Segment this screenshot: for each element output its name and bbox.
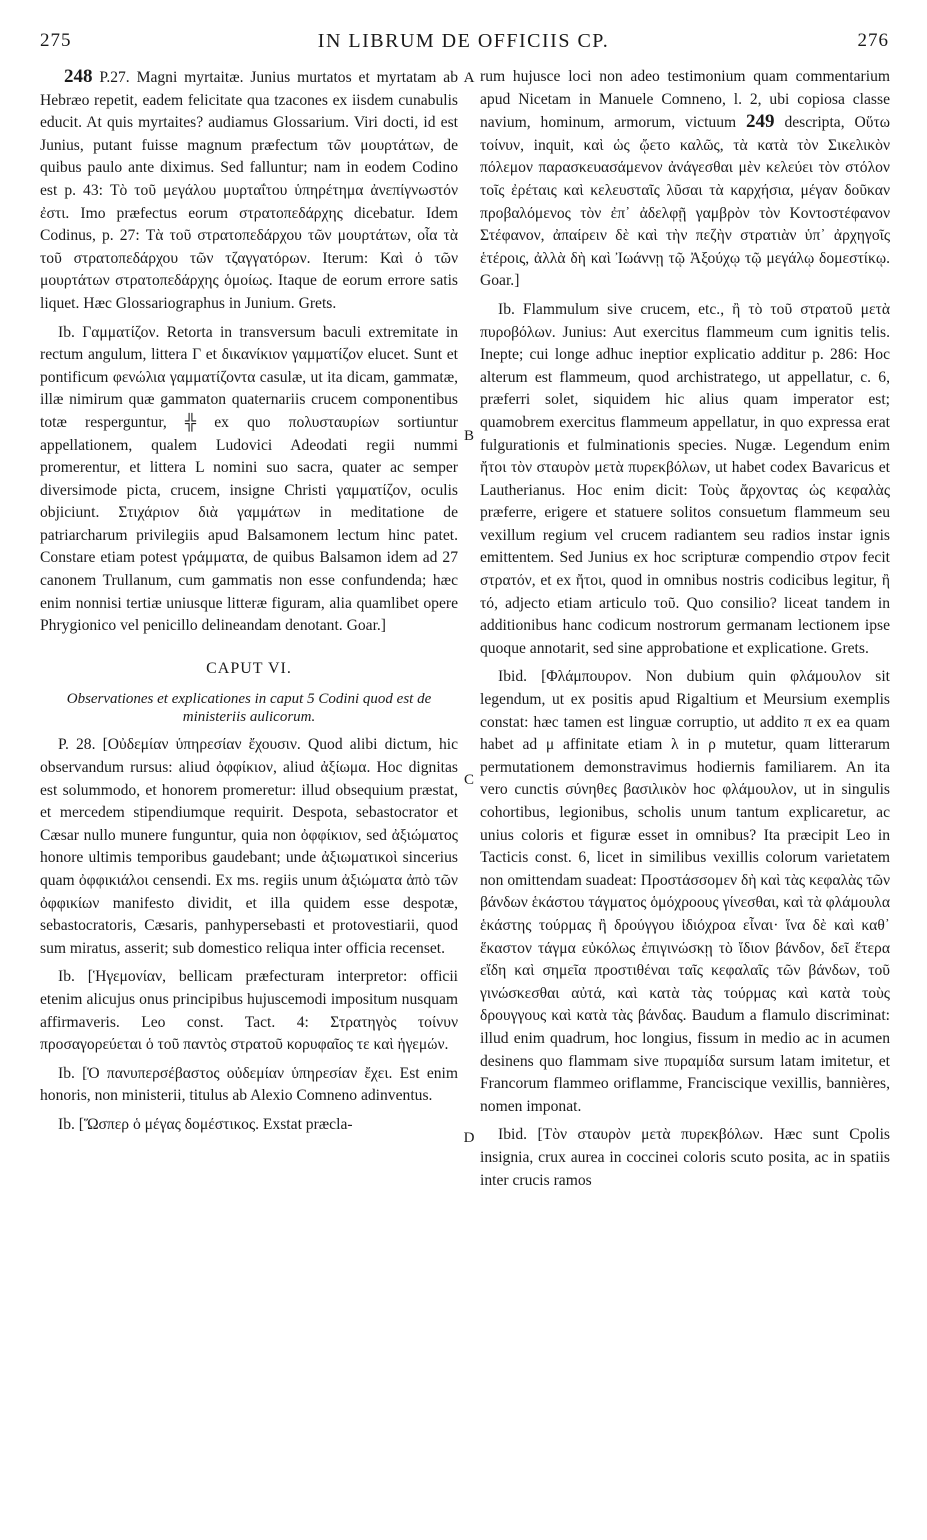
chapter-title: CAPUT VI. <box>206 659 292 677</box>
page-number-right: 276 <box>857 30 889 51</box>
running-title: IN LIBRUM DE OFFICIIS CP. <box>317 30 610 52</box>
paragraph: P. 28. [Οὐδεμίαν ὑπηρεσίαν ἔχουσιν. Quod alibi dictum, hic observandum rursus: aliud ὀφφίκιον, aliud ἀξίωμα. Hoc dignitas est solummodo, et honorem promeretur: illud obsequium præstat, et mercedem stipendiumque requirit. Despota, sebastocrator et Cæsar nullo munere funguntur, quia non ὀφφίκιον, sed ἀξιώματος honore ultimis temporibus gaudebant; unde ἀξιωματικοὶ sincerius quam ὀφφικιάλοι censendi. Ex ms. regiis unum ἀξιώματα ἀπὸ τῶν ὀφφικίων manifesto dividit, et illa quidem esse despotæ, sebastocratoris, Cæsaris, panhypersebasti et protovestiarii, quod sum miratus, asserit; sub domestico reliqua inter officia recenset. <box>40 736 458 957</box>
paragraph: Ib. Flammulum sive crucem, etc., ἢ τὸ τοῦ στρατοῦ μετὰ πυροβόλων. Junius: Aut exercitus flammeum cum ignitis telis. Inepte; cui longe adhuc ineptior explicatio additur p. 286: Hoc alterum est flammeum, quod archistratego, ut appellatur, c. 6, præferri solet, siquidem hic alius quam imperator est; quamobrem exercitus flammeum appellatur, in quo expressa erat fulgurationis et fulminationis species. Nugæ. Legendum enim ἤτοι τὸν σταυρὸν μετὰ πυρεκβόλων, ut habet codex Bavaricus et Lautherianus. Hoc enim dicit: Τοὺς ἄρχοντας ὡς κεφαλὰς præferre, erigere et statuere solitos consuetum flammeum seu vexillum regium vel crucem radiantem seu radios instar ignis emittentem. Sed Junius ex hoc scripturæ compendio στρον fecit στρατόν, et ex ἤτοι, quod in omnibus nostris codicibus legitur, ἢ τό, adjecto etiam articulo τοῦ. Quo consilio? liceat tandem in additionibus hanc codicum nostrorum germanam lectionem ipse quoque annotarit, sed sine approbatione et explicatione. Grets. <box>480 300 890 657</box>
paragraph <box>40 66 458 316</box>
paragraph: Ib. [Ὁ πανυπερσέβαστος οὐδεμίαν ὑπηρεσίαν ἔχει. Est enim honoris, non ministerii, titulus ab Alexio Comneno adinventus. <box>40 1064 458 1105</box>
running-head <box>0 30 927 60</box>
paragraph: Ib. [Ἡγεμονίαν, bellicam præfecturam interpretor: officii etenim alicujus onus principibus hujuscemodi impositum nusquam affirmaveris. Leo const. Tact. 4: Στρατηγὸς τοίνυν προσαγορεύεται ὁ τοῦ παντὸς στρατοῦ κορυφαῖος τε καὶ ἡγεμών. <box>40 968 458 1054</box>
margin-letter-d: D <box>463 1130 475 1146</box>
page-number-left: 275 <box>40 30 72 51</box>
paragraph-text: rum hujusce loci non adeo testimonium quam commentarium apud Nicetam in Manuele Comneno, l. 2, ubi copiosa classe navium, hominum, armorum, victuum <box>480 68 890 132</box>
left-column <box>40 66 458 1143</box>
section-marker: 249 <box>746 111 775 133</box>
paragraph: Ibid. [Φλάμπουρον. Non dubium quin φλάμουλον sit legendum, ut ex positis apud Rigaltium et Meursium exemplis constat: hæc tamen est linguæ corruptio, ut addito π ex ea quam habet ad μ affinitate etiam λ in ρ mutetur, quam litterarum permutationem demonstravimus hodiernis familiarem. An ita vero cunctis σύνηθες βασιλικὸν hoc φλάμουλον, ut in singulis cohortibus, legionibus, scholis unum tantum explicaretur, ac unius coloris et figuræ esset in omnibus? Ita præcipit Leo in Tacticis const. 6, licet in similibus vexillis colorum varietatem non omittendam suadeat: Προστάσσομεν δὴ καὶ τὰς κεφαλὰς τῶν βάνδων ἑκάστου τάγματος ὁμόχροους γίνεσθαι, καὶ τὰ φλάμουλα ἑκάστης τούρμας ἢ δρούγγου ἰδιόχροα εἶναι· ἵνα δὲ καὶ καθ᾽ ἕκαστον τάγμα εὐκόλως ἐπιγινώσκῃ τὸ ἴδιον βάνδον, δεῖ ἕτερα εἴδη καὶ σημεῖα προστιθέναι ταῖς κεφαλαῖς τῶν βάνδων, τοῦ γινώσκεσθαι αὐτά, καὶ κατὰ τὰς τούρμας καὶ κατὰ τοὺς δρουγγους καὶ κατὰ τὰς βάνδας. Baudum a flamulo discriminat: illud enim quadrum, hoc longius, fissum in medio ac in acumen desinens quo flammam sive πυραμίδα sursum latam imitetur, et Francorum flammeo oriflamme, Franciscique vexillis, bannières, nomen imponat. <box>480 668 890 1115</box>
section-marker: 248 <box>64 66 93 87</box>
margin-letter-b: B <box>463 428 474 444</box>
paragraph <box>480 66 890 293</box>
paragraph-text: P.27. Magni myrtaitæ. Junius murtatos et myrtatam ab Hebræo repetit, eadem felicitate qua tzacones ex iisdem cunabulis educit. At quis myrtaites? audiamus Glossarium. Viri docti, id est Junius, putant fuisse magnum præfectum τῶν μουρτάτων, de quibus paulo ante diximus. Sed falluntur; nam in eodem Codino est p. 43: Τὸ τοῦ μεγάλου μυρταΐτου ὑπηρέτημα ἀνεπίγνωστόν ἐστι. Imo præfectus eorum στρατοπεδάρχης dicebatur. Idem Codinus, p. 27: Τὰ τοῦ στρατοπεδάρχου τῶν μουρτάτων, οἷα τὰ τοῦ στρατοπεδάρχου τῶν τζαγγατόρων. Iterum: Καὶ ὁ τῶν μουρτάτων στρατοπεδάρχης ὁμοίως. Itaque de eorum errore satis liquet. Hæc Glossariographus in Junium. Grets. <box>40 69 458 312</box>
paragraph: Ibid. [Τὸν σταυρὸν μετὰ πυρεκβόλων. Hæc sunt Cpolis insignia, crux aurea in coccinei coloris scuto posita, ac in spatiis inter crucis ramos <box>480 1126 890 1189</box>
margin-letter-a: A <box>463 70 475 86</box>
paragraph-text: descripta, Οὕτω τοίνυν, inquit, καὶ ὡς ᾤετο καλῶς, τὰ κατὰ τὸν Σικελικὸν πόλεμον παρασκευασάμενον ἀνάγεσθαι μὲν κελεύει τὸν στόλον τοῖς ἐρέταις καὶ κελευσταῖς λῦσαι τὰ καρχήσια, μέγαν δοῦκαν προβαλόμενος τὸν ἐπ᾽ ἀδελφῇ γαμβρὸν τὸν Κοντοστέφανον Στέφανον, ἀπαίρειν δὲ καὶ τὴν πεζὴν στρατιὰν ὑπ᾽ ἀρχηγοῖς ἑτέροις, ἀλλὰ δὴ καὶ Ἰωάννῃ τῷ Ἀξούχῳ τῷ μεγάλῳ δομεστίκῳ. Goar.] <box>480 114 891 290</box>
chapter-subtitle: Observationes et explicationes in caput 5 Codini quod est de ministeriis aulicorum. <box>66 691 432 726</box>
right-column <box>480 66 890 1198</box>
paragraph: Ib. [Ὥσπερ ὁ μέγας δομέστικος. Exstat præcla- <box>58 1115 353 1133</box>
paragraph: Ib. Γαμματίζον. Retorta in transversum baculi extremitate in rectum angulum, littera Γ et δικανίκιον γαμματίζον elucet. Sunt et pontificum φενώλια γαμματίζοντα casulæ, ut ita dicam, gammatæ, illæ nimirum quæ gammaton quaternariis crucem componentibus totæ resperguntur, ╬ ex quo πολυσταυρίων sortiuntur appellationem, qualem Ludovici Adeodati regii nummi promerentur, et littera L nomini suo sacra, quater ac semper diversimode picta, crucem, insigne Christi γαμματίζον, oculis objiciunt. Στιχάριον διὰ γαμμάτων in meditatione de patriarcharum privilegiis apud Balsamonem lectum hinc patet. Constare etiam potest γράμματα, de quibus Balsamon idem ad 27 canonem Trullanum, cum gammatis non esse confundenda; hæc enim nonnisi tertiæ uniusque litteræ figuram, alia quamlibet opere Phrygionico vel penicillo delineandam denotant. Goar.] <box>40 323 458 635</box>
margin-letter-c: C <box>463 772 474 788</box>
